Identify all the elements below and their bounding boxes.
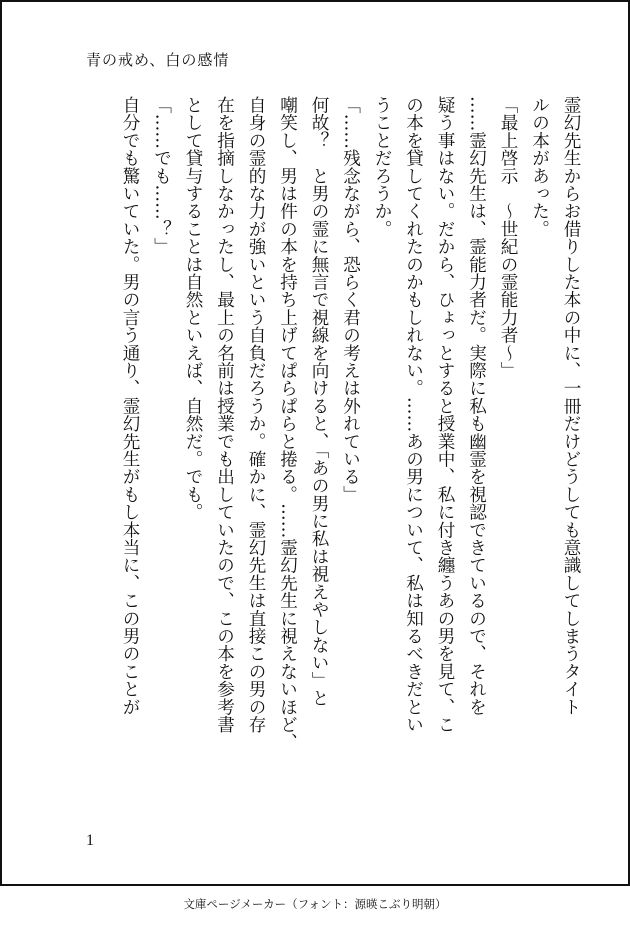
text-line: 嘲笑し、男は件の本を持ち上げてぱらぱらと捲る。……霊幻先生に視えないほど、 bbox=[277, 96, 298, 751]
text-line: の本を貸してくれたのかもしれない。……あの男について、私は知るべきだとい bbox=[403, 96, 424, 734]
text-line: 自分でも驚いていた。男の言う通り、霊幻先生がもし本当に、この男のことが bbox=[120, 96, 140, 716]
text-line: として貸与することは自然といえば、自然だ。でも。 bbox=[183, 96, 203, 521]
text-line: 「最上啓示 ～世紀の霊能力者～」 bbox=[498, 96, 518, 380]
page-number: 1 bbox=[86, 832, 94, 849]
text-line: 「……残念ながら、恐らく君の考えは外れている」 bbox=[340, 96, 361, 504]
text-line: ……霊幻先生は、霊能力者だ。実際に私も幽霊を視認できているので、それを bbox=[466, 96, 487, 716]
text-line: ルの本があった。 bbox=[529, 96, 550, 238]
text-line: 自身の霊的な力が強いという自負だろうか。確かに、霊幻先生は直接この男の存 bbox=[246, 96, 266, 734]
text-line: 在を指摘しなかったし、最上の名前は授業でも出していたので、この本を参考書 bbox=[214, 96, 235, 734]
text-line: 疑う事はない。だから、ひょっとすると授業中、私に付き纏うあの男を見て、こ bbox=[435, 96, 455, 734]
text-line: うことだろうか。 bbox=[372, 96, 392, 238]
text-line: 霊幻先生からお借りした本の中に、一冊だけどうしても意識してしまうタイト bbox=[561, 96, 581, 716]
running-header-title: 青の戒め、白の感情 bbox=[86, 51, 230, 69]
text-line: 「……でも……？」 bbox=[151, 96, 172, 256]
text-line: 何故？ と男の霊に無言で視線を向けると、「あの男に私は視えやしない」と bbox=[309, 96, 329, 707]
vertical-body-text bbox=[114, 96, 587, 806]
footer-credit: 文庫ページメーカー（フォント：源暎こぶり明朝） bbox=[183, 897, 447, 911]
